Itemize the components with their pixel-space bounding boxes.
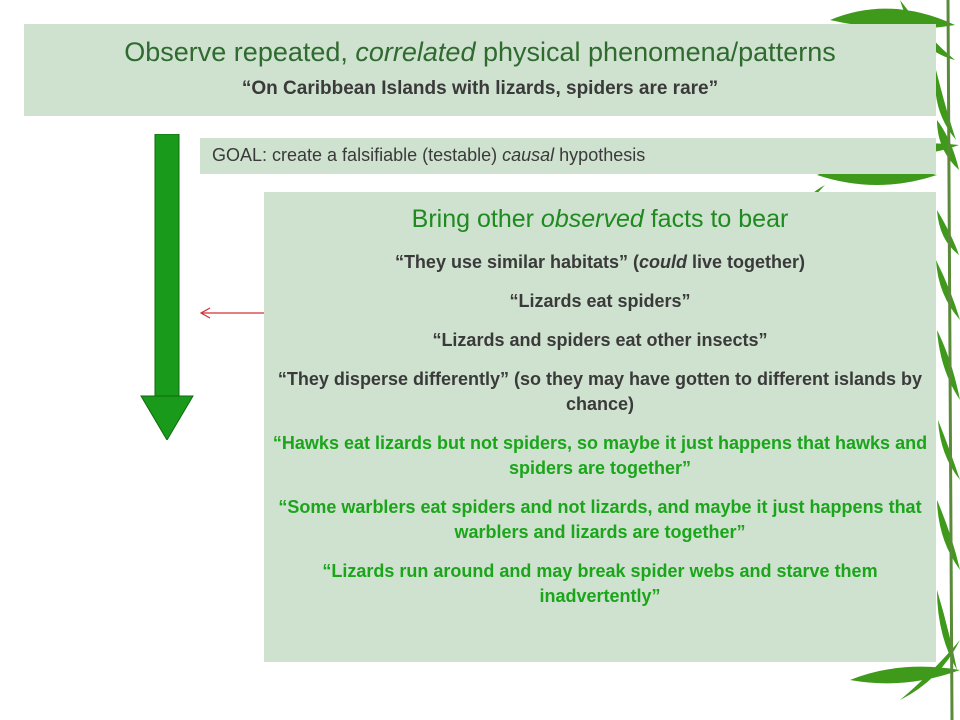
facts-box [264,192,936,662]
goal-text: GOAL: create a falsifiable (testable) causal hypothesis [212,145,646,165]
facts-heading: Bring other observed facts to bear [411,205,789,233]
fact-hawks: “Hawks eat lizards but not spiders, so maybe it just happens that hawks and spiders are together” [272,433,928,478]
fact-lizards-eat-spiders: “Lizards eat spiders” [509,291,691,311]
fact-shared-prey: “Lizards and spiders eat other insects” [432,330,768,350]
fact-webs: “Lizards run around and may break spider webs and starve them inadvertently” [322,561,878,606]
slide-title: Observe repeated, correlated physical phenomena/patterns [124,37,836,67]
goal-box [200,138,936,174]
fact-dispersal: “They disperse differently” (so they may have gotten to different islands by chance) [277,369,923,414]
left-arrow-icon [198,305,268,321]
fact-warblers: “Some warblers eat spiders and not lizards, and maybe it just happens that warblers and lizards are together” [278,497,922,542]
fact-similar-habitats: “They use similar habitats” (could live together) [394,252,806,272]
observation-box [24,24,936,116]
down-arrow-icon [140,134,194,440]
observation-quote: “On Caribbean Islands with lizards, spiders are rare” [241,78,719,99]
